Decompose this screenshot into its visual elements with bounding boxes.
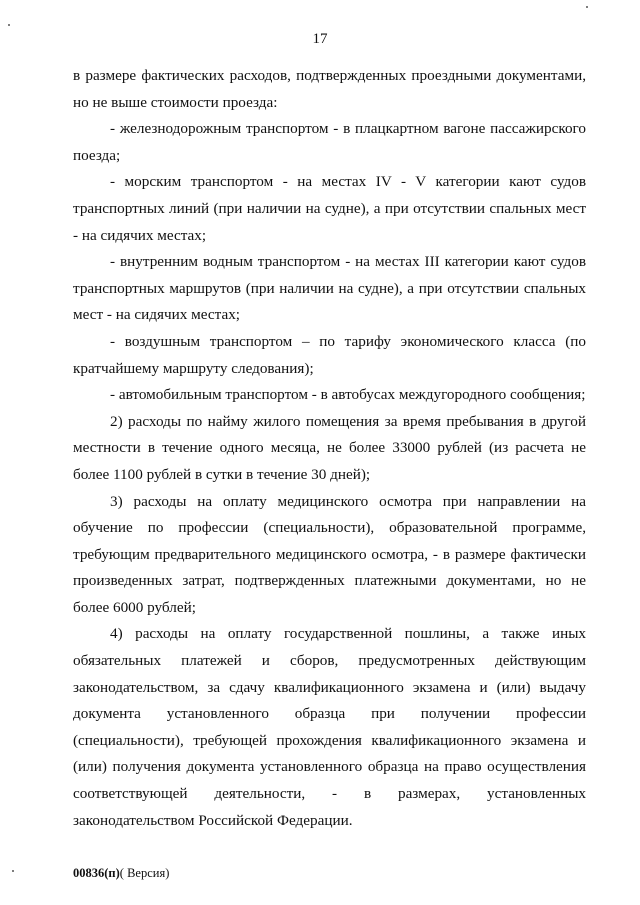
list-item-air: - воздушным транспортом – по тарифу экономического класса (по кратчайшему маршруту следования); (73, 332, 586, 377)
paragraph-housing-expenses: 2) расходы по найму жилого помещения за время пребывания в другой местности в течение одного месяца, не более 33000 рублей (из расчета не более 1100 рублей в сутки в течение 30 дней); (73, 412, 586, 483)
version-label: ( Версия) (119, 866, 170, 880)
document-code: 00836(п) (73, 866, 120, 880)
scan-speck (8, 24, 10, 26)
paragraph-state-fee: 4) расходы на оплату государственной пошлины, а также иных обязательных платежей и сборов, предусмотренных действующим законодательством, за сдачу квалификационного экзамена и (или) выдачу документа установленного образца при получении профессии (специальности), требующей прохождения квалификационного экзамена и (или) получения документа установленного образца на право осуществления соответствующей деятельности, - в размерах, установленных законодательством Российской Федерации. (73, 625, 586, 829)
list-item-road: - автомобильным транспортом - в автобусах междугородного сообщения; (110, 386, 586, 404)
list-item-railway: - железнодорожным транспортом - в плацкартном вагоне пассажирского поезда; (73, 120, 586, 164)
intro-paragraph: в размере фактических расходов, подтвержденных проездными документами, но не выше стоимости проезда: (73, 67, 586, 111)
page-number: 17 (312, 31, 328, 47)
document-footer (73, 866, 169, 881)
list-item-inland-water: - внутренним водным транспортом - на местах III категории кают судов транспортных маршрутов (при наличии на судне), а при отсутствии спальных мест - на сидячих местах; (73, 253, 586, 324)
list-item-sea: - морским транспортом - на местах IV - V категории кают судов транспортных линий (при наличии на судне), а при отсутствии спальных мест - на сидячих местах; (73, 173, 586, 244)
document-body (73, 63, 586, 834)
scan-speck (12, 870, 14, 872)
paragraph-medical-exam: 3) расходы на оплату медицинского осмотра при направлении на обучение по профессии (специальности), образовательной программе, требующим предварительного медицинского осмотра, - в размере фактически произведенных затрат, подтвержденных платежными документами, но не более 6000 рублей; (73, 492, 586, 616)
scan-speck (586, 6, 588, 8)
